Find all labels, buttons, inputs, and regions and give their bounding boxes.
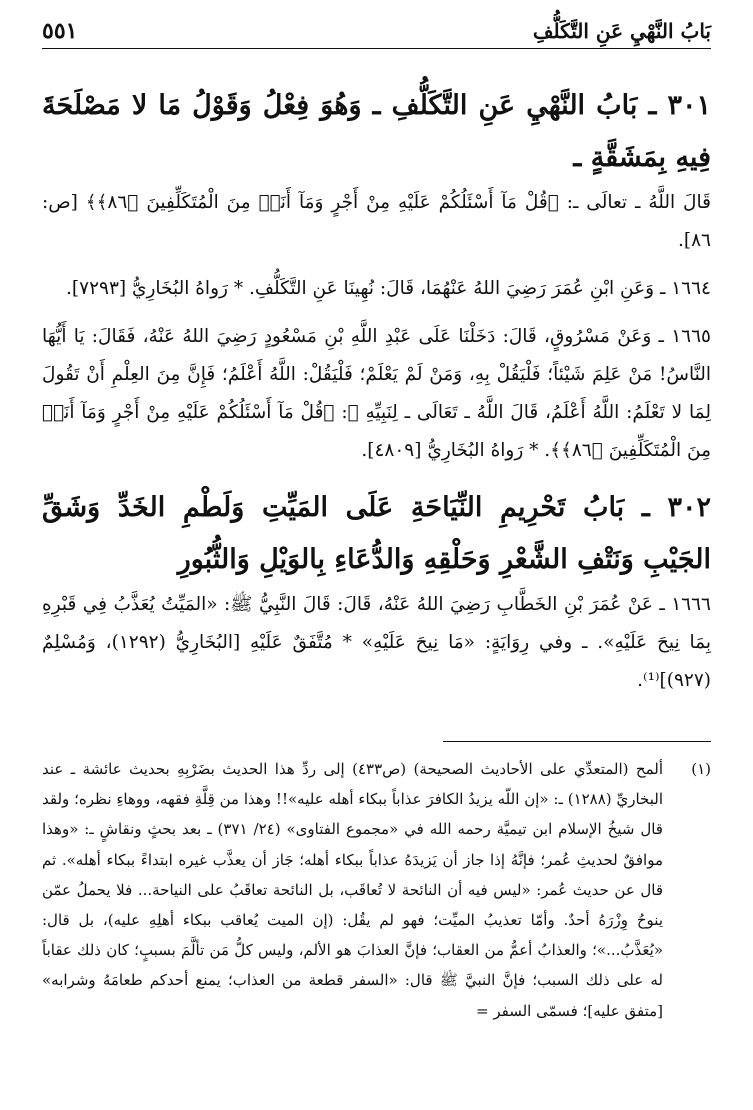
running-title: بَابُ النَّهْيِ عَنِ التَّكَلُّفِ bbox=[532, 19, 711, 43]
page-number: ٥٥١ bbox=[42, 18, 78, 44]
footnote-number: (١) bbox=[691, 760, 711, 778]
page-header bbox=[42, 14, 711, 49]
quran-verse-paragraph: قَالَ اللَّهُ ـ تعالَى ـ: ﴿قُلْ مَآ أَسْئَلُكُمْ عَلَيْهِ مِنْ أَجْرٍ وَمَآ أَنَا۠ مِنَ الْمُتَكَلِّفِينَ ﴿٨٦﴾﴾ [ص: ٨٦]. bbox=[42, 192, 711, 251]
hadith-1665: ١٦٦٥ ـ وَعَنْ مَسْرُوقٍ، قَالَ: دَخَلْنَا عَلَى عَبْدِ اللَّهِ بْنِ مَسْعُودٍ رَضِيَ اللهُ عَنْهُ، فَقَالَ: يَا أَيُّهَا النَّاسُ! مَنْ عَلِمَ شَيْئاً؛ فَلْيَقُلْ بِهِ، وَمَنْ لَمْ يَعْلَمْ؛ فَلْيَقُلْ: اللَّهُ أَعْلَمُ؛ فَإِنَّ مِنَ العِلْمِ أَنْ تَقُولَ لِمَا لا تَعْلَمُ: اللَّهُ أَعْلَمُ، قَالَ اللَّهُ ـ تَعَالَى ـ لِنَبِيِّهِ ﷺ: ﴿قُلْ مَآ أَسْئَلُكُمْ عَلَيْهِ مِنْ أَجْرٍ وَمَآ أَنَا۠ مِنَ الْمُتَكَلِّفِينَ ﴿٨٦﴾﴾. * رَواهُ البُخَارِيُّ [٤٨٠٩]. bbox=[42, 326, 711, 461]
chapter-heading-301: ٣٠١ ـ بَابُ النَّهْيِ عَنِ التَّكَلُّفِ ـ وَهُوَ فِعْلُ وَقَوْلُ مَا لا مَصْلَحَةَ فِيهِ بِمَشَقَّةٍ ـ bbox=[42, 90, 711, 173]
footnote bbox=[42, 754, 711, 1026]
hadith-1666: ١٦٦٦ ـ عَنْ عُمَرَ بْنِ الخَطَّابِ رَضِيَ اللهُ عَنْهُ، قَالَ: قَالَ النَّبِيُّ ﷺ: «المَيِّتُ يُعَذَّبُ فِي قَبْرِهِ بِمَا نِيحَ عَلَيْهِ». ـ وفي رِوَايَةٍ: «مَا نِيحَ عَلَيْهِ» * مُتَّفَقٌ عَلَيْهِ [البُخَارِيُّ (١٢٩٢)، وَمُسْلِمٌ (٩٢٧)]⁽¹⁾. bbox=[42, 594, 711, 691]
chapter-heading-302: ٣٠٢ ـ بَابُ تَحْرِيمِ النِّيَاحَةِ عَلَى المَيِّتِ وَلَطْمِ الخَدِّ وَشَقِّ الجَيْبِ وَنَتْفِ الشَّعْرِ وَحَلْقِهِ وَالدُّعَاءِ بِالوَيْلِ وَالثُّبُورِ bbox=[42, 492, 711, 575]
main-content bbox=[42, 80, 711, 700]
hadith-1664: ١٦٦٤ ـ وَعَنِ ابْنِ عُمَرَ رَضِيَ اللهُ عَنْهُمَا، قَالَ: نُهِينَا عَنِ التَّكَلُّفِ. * رَواهُ البُخَارِيُّ [٧٢٩٣]. bbox=[66, 278, 711, 299]
footnote-text: ألمح (المتعدِّي على الأحاديث الصحيحة) (ص٤٣٣) إلى ردِّ هذا الحديث بضَرْبِهِ بحديث عائشة ـ عند البخاريِّ (١٢٨٨) ـ: «إن اللّه يزيدُ الكافرَ عذاباً ببكاء أهله عليه»!! وهذا من قِلَّةِ فقهه، ووهاءِ نظره؛ ولقد قال شيخُ الإسلام ابن تيميَّة رحمه الله في «مجموع الفتاوى» (٢٤/ ٣٧١) ـ بعد بحثٍ ونقاشٍ ـ: «وهذا موافقٌ لحديثِ عُمر؛ فإنَّهُ إذا جاز أن يَزيدَهُ عذاباً ببكاء أهله؛ جَاز أن يعذَّب غيره ابتداءً ببكاء أهله». ثم قال عن حديث عُمر: «ليس فيه أن النائحة لا تُعاقَب، بل النائحة تعاقَبُ على النياحة... فلا يحملُ عمّن ينوحُ وِزْرَهُ أحدٌ. وأمّا تعذيبُ الميِّت؛ فهو لم يقُل: (إن الميت يُعاقب ببكاء أهلِهِ عليه)، بل قال: «يُعَذَّبُ...»؛ والعذابُ أعمُّ من العقاب؛ فإنَّ العذابَ هو الألم، وليس كلُّ مَن تألَّمَ بسببٍ؛ كان ذلك عقاباً له على ذلك السبب؛ فإنَّ النبيَّ ﷺ قال: «السفر قطعة من العذاب؛ يمنع أحدكم طعامَهُ وشرابه» [متفق عليه]؛ فسمّى السفر = bbox=[42, 760, 663, 1020]
footnote-divider bbox=[443, 741, 711, 742]
